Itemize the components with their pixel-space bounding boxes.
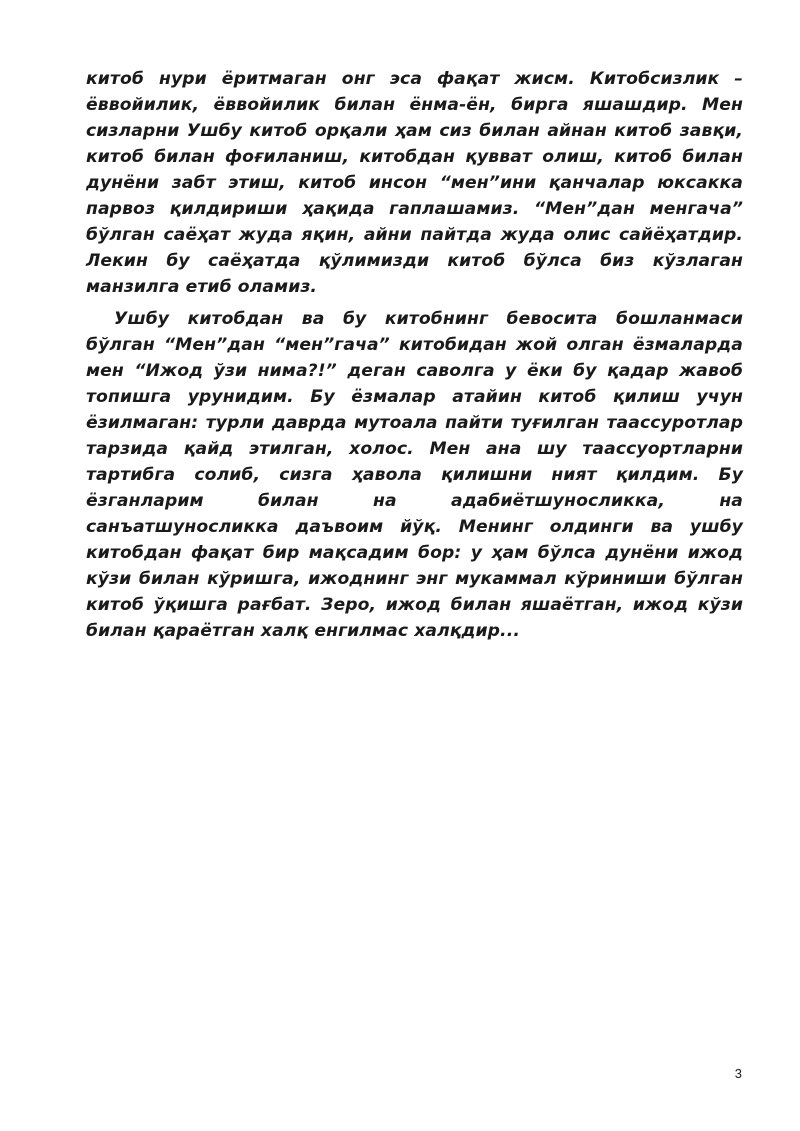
page-number: 3 [734,1066,742,1081]
paragraph-1: китоб нури ёритмаган онг эса фақат жисм. Китобсизлик – ёввойилик, ёввойилик билан ёнма-ён, бирга яшашдир. Мен сизларни Ушбу китоб орқали ҳам сиз билан айнан китоб завқи, китоб билан фоғиланиш, китобдан қувват олиш, китоб билан дунёни забт этиш, китоб инсон “мен”ини қанчалар юксакка парвоз қилдириши ҳақида гаплашамиз. “Мен”дан менгача” бўлган саёҳат жуда яқин, айни пайтда жуда олис сайёҳатдир. Лекин бу саёҳатда қўлимизди китоб бўлса биз кўзлаган манзилга етиб оламиз. [86,69,743,297]
paragraph-2: Ушбу китобдан ва бу китобнинг бевосита бошланмаси бўлган “Мен”дан “мен”гача” китобидан жой олган ёзмаларда мен “Ижод ўзи нима?!” деган саволга у ёки бу қадар жавоб топишга урунидим. Бу ёзмалар атайин китоб қилиш учун ёзилмаган: турли даврда мутоала пайти туғилган таассуротлар тарзида қайд этилган, холос. Мен ана шу таассуортларни тартибга солиб, сизга ҳавола қилишни ният қилдим. Бу ёзганларим билан на адабиётшуносликка, на санъатшуносликка даъвоим йўқ. Менинг олдинги ва ушбу китобдан фақат бир мақсадим бор: у ҳам бўлса дунёни ижод кўзи билан кўришга, ижоднинг энг мукаммал кўриниши бўлган китоб ўқишга рағбат. Зеро, ижод билан яшаётган, ижод кўзи билан қараётган халқ енгилмас халқдир... [86,309,743,641]
body-text [86,66,743,650]
